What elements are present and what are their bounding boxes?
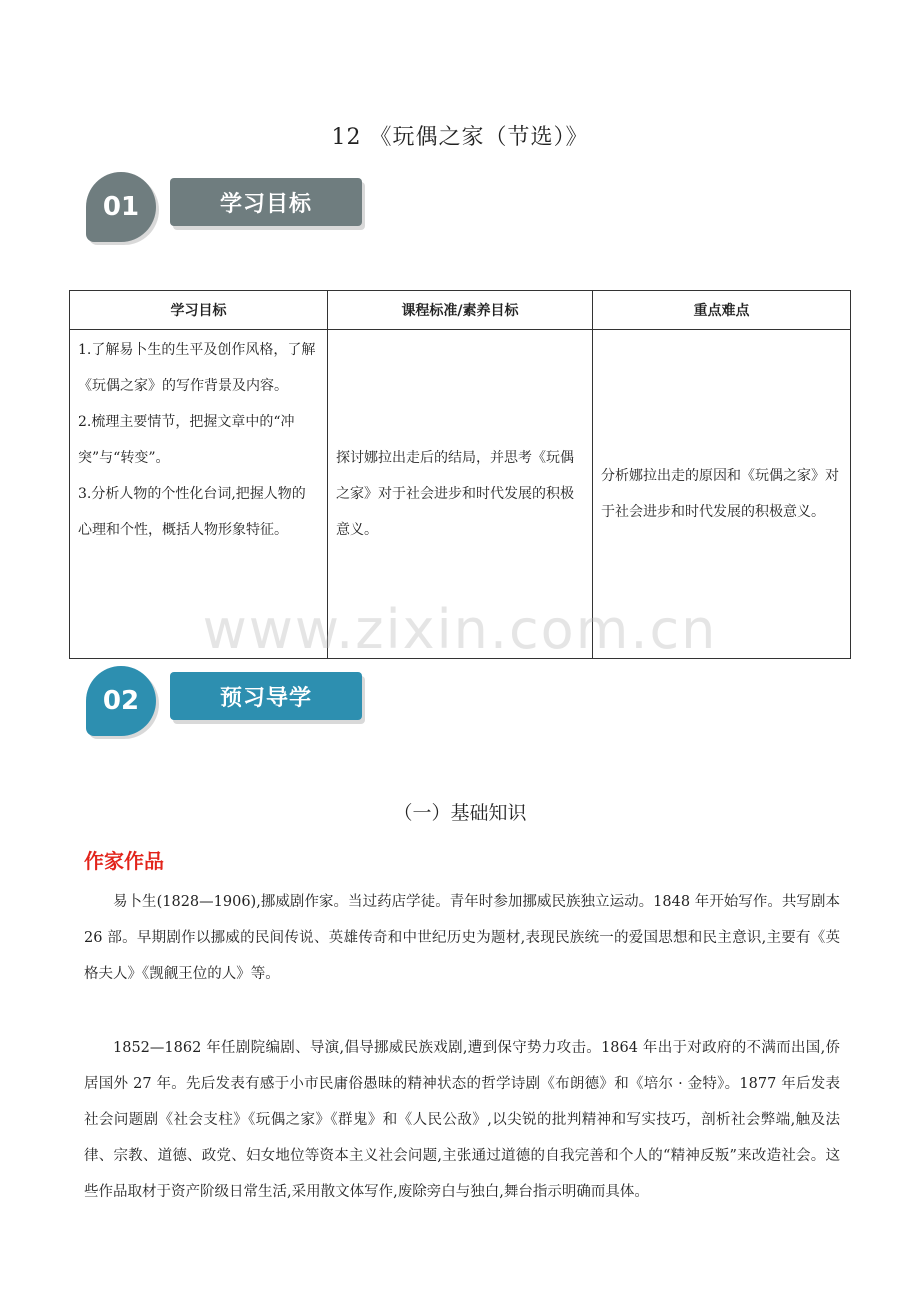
badge-number: 01: [86, 172, 156, 242]
section-badge-preview: [86, 666, 376, 744]
author-works-heading: 作家作品: [84, 849, 164, 873]
badge-label: 预习导学: [170, 672, 362, 720]
watermark: www.zixin.com.cn: [202, 598, 718, 661]
table-header: 课程标准/素养目标: [328, 291, 593, 330]
goal-item: 3.分析人物的个性化台词,把握人物的心理和个性，概括人物形象特征。: [78, 486, 306, 538]
table-row: [70, 330, 851, 659]
key-points-cell: 分析娜拉出走的原因和《玩偶之家》对于社会进步和时代发展的积极意义。: [593, 330, 851, 659]
goals-table: [69, 290, 851, 659]
section-subheading: （一）基础知识: [393, 802, 527, 824]
table-header-row: [70, 291, 851, 330]
section-badge-learning-goals: [86, 172, 376, 250]
goal-item: 2.梳理主要情节，把握文章中的“冲突”与“转变”。: [78, 414, 295, 466]
page-title: 12 《玩偶之家（节选）》: [331, 125, 589, 150]
goal-item: 1.了解易卜生的生平及创作风格，了解《玩偶之家》的写作背景及内容。: [78, 342, 316, 394]
table-header: 重点难点: [593, 291, 851, 330]
standards-cell: 探讨娜拉出走后的结局，并思考《玩偶之家》对于社会进步和时代发展的积极意义。: [328, 330, 593, 659]
paragraph: 易卜生(1828—1906),挪威剧作家。当过药店学徒。青年时参加挪威民族独立运动。1848 年开始写作。共写剧本 26 部。早期剧作以挪威的民间传说、英雄传奇和中世纪历史为题材,表现民族统一的爱国思想和民主意识,主要有《英格夫人》《觊觎王位的人》等。: [84, 894, 840, 982]
badge-number: 02: [86, 666, 156, 736]
goals-cell: [70, 330, 328, 659]
paragraph: 1852—1862 年任剧院编剧、导演,倡导挪威民族戏剧,遭到保守势力攻击。1864 年出于对政府的不满而出国,侨居国外 27 年。先后发表有感于小市民庸俗愚昧的精神状态的哲学诗剧《布朗德》和《培尔 · 金特》。1877 年后发表社会问题剧《社会支柱》《玩偶之家》《群鬼》和《人民公敌》,以尖锐的批判精神和写实技巧，剖析社会弊端,触及法律、宗教、道德、政党、妇女地位等资本主义社会问题,主张通过道德的自我完善和个人的“精神反叛”来改造社会。这些作品取材于资产阶级日常生活,采用散文体写作,废除旁白与独白,舞台指示明确而具体。: [84, 1040, 840, 1200]
badge-label: 学习目标: [170, 178, 362, 226]
table-header: 学习目标: [70, 291, 328, 330]
